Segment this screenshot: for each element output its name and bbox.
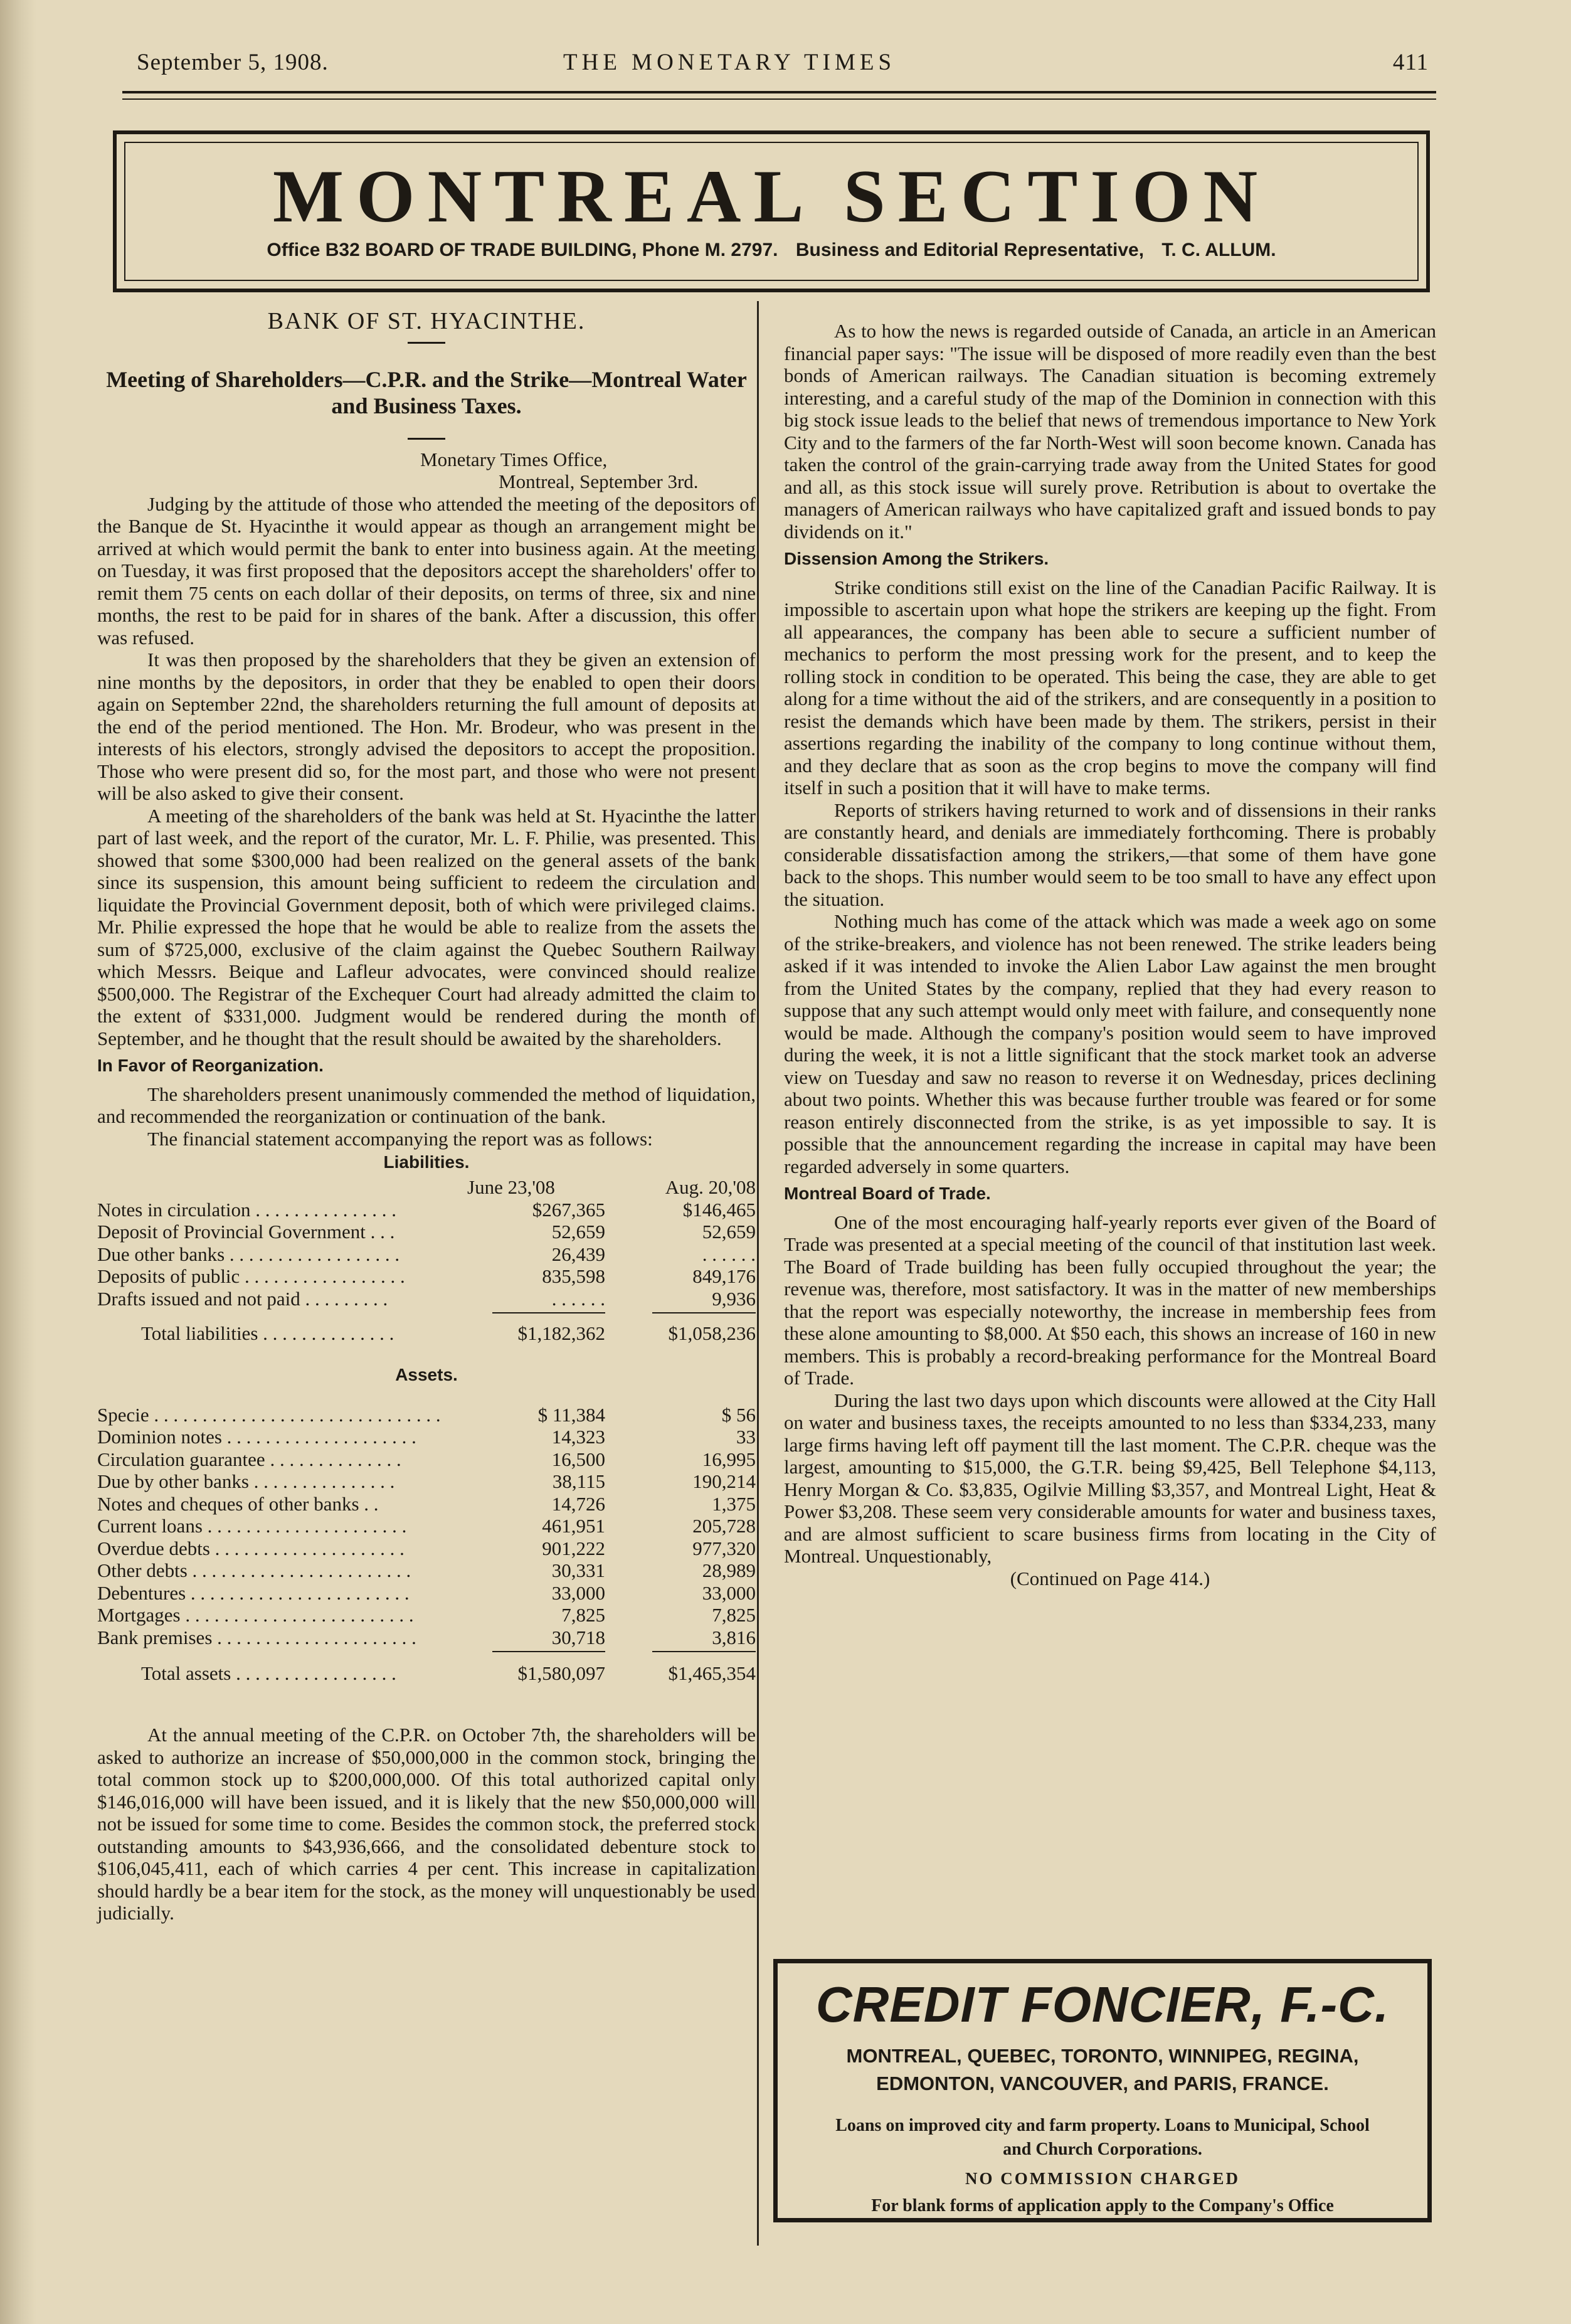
header-rule-top xyxy=(122,91,1436,93)
row-label: Current loans . . . . . . . . . . . . . . . . . . . . . xyxy=(97,1515,407,1537)
short-rule xyxy=(408,342,445,344)
paragraph: It was then proposed by the shareholders that they be given an extension of nine months by the depositors, in order that they be enabled to open their doors again on September 22nd, the shareholders returning the full amount of deposits at the end of the period mentioned. The Hon. Mr. Brodeur, who was present in the interests of his electors, strongly advised the depositors to accept the proposition. Those who were present did so, for the most part, and those who were not present will be also asked to give their consent. xyxy=(97,649,756,804)
paragraph: As to how the news is regarded outside of Canada, an article in an American financial paper says: "The issue will be disposed of more readily even than the best bonds of American railways. The Canadian situation is becoming extremely interesting, and a careful study of the map of the Dominion in connection with this big stock issue leads to the belief that news of tremendous importance to New York City and to the farmers of the far North-West will soon become known. Canada has taken the control of the grain-carrying trade away from the United States for good and all, as this stock issue will surely prove. Retribution is about to overtake the managers of American railways who have capitalized graft and issued bonds to pay dividends on it." xyxy=(784,320,1436,543)
statement-row xyxy=(97,1604,756,1626)
statement-row xyxy=(97,1288,756,1310)
statement-row xyxy=(97,1243,756,1266)
row-value-august: $ 56 xyxy=(721,1403,756,1426)
column-divider xyxy=(757,301,759,2246)
row-value-june: 901,222 xyxy=(542,1537,605,1559)
row-label: Deposits of public . . . . . . . . . . . . . . . . . xyxy=(97,1265,405,1287)
running-head xyxy=(137,49,1429,87)
statement-row xyxy=(97,1493,756,1515)
row-value-august: 16,995 xyxy=(702,1448,756,1470)
row-label: Notes in circulation . . . . . . . . . . . . . . . xyxy=(97,1198,396,1221)
statement-row xyxy=(97,1626,756,1649)
page-number: 411 xyxy=(1392,50,1429,75)
paragraph: One of the most encouraging half-yearly reports ever given of the Board of Trade was presented at a special meeting of the council of that institution last week. The Board of Trade building has been fully occupied throughout the year; the revenue was, therefore, most satisfactory. It was in the matter of new memberships that the report was especially noteworthy, the increase in membership fees from these alone amounting to $8,000. At $50 each, this shows an increase of 160 in new members. This is probably a record-breaking performance for the Montreal Board of Trade. xyxy=(784,1211,1436,1389)
ad-title: CREDIT FONCIER, F.-C. xyxy=(815,1976,1390,2032)
statement-row xyxy=(97,1265,756,1288)
sidehead-board-of-trade: Montreal Board of Trade. xyxy=(784,1184,991,1203)
ad-cities-line: MONTREAL, QUEBEC, TORONTO, WINNIPEG, REGINA, xyxy=(846,2045,1359,2067)
statement-row xyxy=(97,1582,756,1605)
statement-row xyxy=(97,1221,756,1243)
liabilities-heading: Liabilities. xyxy=(383,1152,470,1172)
row-value-june: 26,439 xyxy=(551,1243,605,1265)
row-label: Notes and cheques of other banks . . xyxy=(97,1492,379,1515)
paragraph: Judging by the attitude of those who attended the meeting of the depositors of the Banque de St. Hyacinthe it would appear as though an arrangement might be arrived at which would permit the bank to enter into business again. At the meeting on Tuesday, it was first proposed that the depositors accept the shareholders' offer to remit them 75 cents on each dollar of their deposits, on terms of three, six and nine months, the rest to be paid for in shares of the bank. After a discussion, this offer was refused. xyxy=(97,492,756,649)
assets-heading: Assets. xyxy=(395,1365,458,1384)
right-column xyxy=(784,320,1436,1589)
total-liabilities-row xyxy=(97,1316,756,1352)
paragraph: The shareholders present unanimously commended the method of liquidation, and recommended the reorganization or continuation of the bank. xyxy=(97,1083,756,1127)
row-value-august: 33,000 xyxy=(702,1581,756,1604)
left-column xyxy=(97,310,756,1924)
row-value-august: 7,825 xyxy=(712,1604,756,1626)
paragraph: Nothing much has come of the attack which was made a week ago on some of the strike-breakers, and violence has not been renewed. The strike leaders being asked if it was intended to invoke the Alien Labor Law against the men brought from the United States by the company, replied that they had every reason to suppose that any such attempt would only meet with failure, and consequently none would be made. Although the company's position would seem to have improved during the week, it is not a little significant that the stock market took an adverse view on Tuesday and saw no reason to reverse it on Wednesday, prices declining about two points. Whether this was because further trouble was feared or for some reason entirely disconnected from the strike, is as yet impossible to say. It is possible that the announcement regarding the increase in capital may have been regarded adversely in some quarters. xyxy=(784,910,1436,1177)
ad-blank-forms: For blank forms of application apply to the Company's Office xyxy=(871,2196,1334,2215)
representative-name: T. C. ALLUM. xyxy=(1161,240,1276,260)
row-value-june: 461,951 xyxy=(542,1515,605,1537)
short-rule xyxy=(408,438,445,440)
row-value-june: $267,365 xyxy=(532,1198,605,1221)
row-label: Specie . . . . . . . . . . . . . . . . . . . . . . . . . . . . . . xyxy=(97,1403,441,1426)
representative-label: Business and Editorial Representative, xyxy=(795,240,1145,260)
column-head-june: June 23,'08 xyxy=(467,1175,555,1198)
continued-note: (Continued on Page 414.) xyxy=(1010,1567,1210,1589)
row-value-august: 849,176 xyxy=(692,1265,756,1287)
total-rule xyxy=(97,1648,756,1655)
sidehead-reorganization: In Favor of Reorganization. xyxy=(97,1056,324,1075)
column-head-august: Aug. 20,'08 xyxy=(665,1175,756,1198)
page-gutter xyxy=(0,0,36,2324)
row-label: Overdue debts . . . . . . . . . . . . . . . . . . . . xyxy=(97,1537,405,1559)
row-value-august: 205,728 xyxy=(692,1515,756,1537)
row-value-june: $ 11,384 xyxy=(537,1403,605,1426)
row-label: Debentures . . . . . . . . . . . . . . . . . . . . . . . xyxy=(97,1581,410,1604)
financial-statement xyxy=(97,1151,756,1694)
paragraph: During the last two days upon which discounts were allowed at the City Hall on water and business taxes, the receipts amounted to no less than $334,233, many large firms having left off payment till the last moment. The C.P.R. cheque was the largest, amounting to $15,000, the G.T.R. being $9,425, Bell Telephone $4,113, Henry Morgan & Co. $3,835, Ogilvie Milling $3,357, and Montreal Light, Heat & Power $3,208. These seem very considerable amounts for water and business taxes, and are almost sufficient to scare business firms from locating in the City of Montreal. Unquestionably, xyxy=(784,1389,1436,1567)
row-value-june: 835,598 xyxy=(542,1265,605,1287)
row-value-june: $1,182,362 xyxy=(517,1322,605,1344)
row-value-june: . . . . . . xyxy=(551,1287,605,1310)
row-value-august: 1,375 xyxy=(712,1492,756,1515)
row-label: Due by other banks . . . . . . . . . . . . . . . xyxy=(97,1470,395,1492)
credit-foncier-advertisement xyxy=(773,1959,1432,2222)
row-label: Due other banks . . . . . . . . . . . . . . . . . . xyxy=(97,1243,400,1265)
row-value-june: 14,726 xyxy=(551,1492,605,1515)
row-label: Drafts issued and not paid . . . . . . . . . xyxy=(97,1287,388,1310)
paragraph: Reports of strikers having returned to work and of dissensions in their ranks are constantly heard, and denials are immediately forthcoming. There is probably considerable dissatisfaction among the strikers,—that some of them have gone back to the shops. This number would seem to be too small to have any effect upon the situation. xyxy=(784,799,1436,910)
row-label: Other debts . . . . . . . . . . . . . . . . . . . . . . . xyxy=(97,1559,411,1581)
dateline-date: Montreal, September 3rd. xyxy=(499,470,699,492)
statement-row xyxy=(97,1199,756,1221)
statement-row xyxy=(97,1426,756,1448)
paragraph: A meeting of the shareholders of the bank was held at St. Hyacinthe the latter part of last week, and the report of the curator, Mr. L. F. Philie, was presented. This showed that some $300,000 had been realized on the general assets of the bank since its suspension, this amount being sufficient to redeem the circulation and liquidate the Provincial Government deposit, both of which were privileged claims. Mr. Philie expressed the hope that he would be able to realize from the assets the sum of $725,000, exclusive of the claim against the Quebec Southern Railway which Messrs. Beique and Lafleur advocates, were convinced should realize $500,000. The Registrar of the Exchequer Court had already admitted the claim to the extent of $331,000. Judgment would be rendered during the month of September, and he thought that the result should be awaited by the shareholders. xyxy=(97,804,756,1049)
ad-loans xyxy=(778,2114,1427,2162)
ad-cities xyxy=(778,2042,1427,2098)
row-value-june: 30,331 xyxy=(551,1559,605,1581)
row-label: Circulation guarantee . . . . . . . . . . . . . . xyxy=(97,1448,401,1470)
paragraph-cpr: At the annual meeting of the C.P.R. on October 7th, the shareholders will be asked to authorize an increase of $50,000,000 in the common stock, bringing the total common stock up to $200,000,000. Of this total authorized capital only $146,016,000 will have been issued, and it is likely that the new $50,000,000 will not be issued for some time to come. Besides the common stock, the preferred stock outstanding amounts to $43,936,666, and the consolidated debenture stock to $106,045,411, each of which carries 4 per cent. This increase in capitalization should hardly be a bear item for the stock, as the money will unquestionably be used judicially. xyxy=(97,1724,756,1924)
dateline-office: Monetary Times Office, xyxy=(420,448,608,470)
row-value-june: 14,323 xyxy=(551,1426,605,1448)
article-subheading: Meeting of Shareholders—C.P.R. and the Strike—Montreal Water and Business Taxes. xyxy=(106,366,747,418)
row-value-august: 977,320 xyxy=(692,1537,756,1559)
statement-row xyxy=(97,1448,756,1471)
row-value-june: 33,000 xyxy=(551,1581,605,1604)
assets-rows xyxy=(97,1404,756,1649)
office-address: Office B32 BOARD OF TRADE BUILDING, Phone M. 2797. xyxy=(267,240,778,260)
ad-loans-line: and Church Corporations. xyxy=(1003,2140,1202,2159)
row-value-august: 33 xyxy=(736,1426,756,1448)
journal-title: THE MONETARY TIMES xyxy=(563,50,896,75)
banner-title: MONTREAL SECTION xyxy=(272,154,1271,238)
row-label: Mortgages . . . . . . . . . . . . . . . . . . . . . . . . xyxy=(97,1604,414,1626)
row-label: Total liabilities . . . . . . . . . . . . . . xyxy=(141,1322,394,1344)
statement-row xyxy=(97,1537,756,1560)
total-rule xyxy=(97,1310,756,1316)
row-value-june: 52,659 xyxy=(551,1221,605,1243)
sidehead-strikers: Dissension Among the Strikers. xyxy=(784,549,1049,568)
row-value-august: $146,465 xyxy=(682,1198,756,1221)
paragraph: The financial statement accompanying the report was as follows: xyxy=(147,1127,653,1150)
row-value-august: . . . . . . xyxy=(702,1243,756,1265)
row-value-august: $1,465,354 xyxy=(668,1662,756,1684)
ad-cities-line: EDMONTON, VANCOUVER, and PARIS, FRANCE. xyxy=(876,2072,1329,2094)
row-value-june: 16,500 xyxy=(551,1448,605,1470)
row-value-august: $1,058,236 xyxy=(668,1322,756,1344)
banner-office-line xyxy=(128,240,1415,261)
row-value-august: 28,989 xyxy=(702,1559,756,1581)
row-value-june: 7,825 xyxy=(561,1604,605,1626)
row-value-june: 38,115 xyxy=(552,1470,605,1492)
row-value-june: $1,580,097 xyxy=(517,1662,605,1684)
ad-no-commission: NO COMMISSION CHARGED xyxy=(965,2169,1240,2188)
row-value-august: 52,659 xyxy=(702,1221,756,1243)
statement-row xyxy=(97,1470,756,1493)
article-heading: BANK OF ST. HYACINTHE. xyxy=(267,308,586,334)
total-assets-row xyxy=(97,1655,756,1694)
header-rule-bottom xyxy=(122,98,1436,100)
row-label: Deposit of Provincial Government . . . xyxy=(97,1221,395,1243)
row-label: Bank premises . . . . . . . . . . . . . . . . . . . . . xyxy=(97,1626,416,1648)
row-value-august: 9,936 xyxy=(712,1287,756,1310)
row-label: Dominion notes . . . . . . . . . . . . . . . . . . . . xyxy=(97,1426,416,1448)
row-value-june: 30,718 xyxy=(551,1626,605,1648)
statement-column-heads xyxy=(97,1176,756,1199)
issue-date: September 5, 1908. xyxy=(137,50,329,75)
statement-row xyxy=(97,1404,756,1426)
row-value-august: 190,214 xyxy=(692,1470,756,1492)
liabilities-rows xyxy=(97,1199,756,1310)
statement-row xyxy=(97,1559,756,1582)
statement-row xyxy=(97,1515,756,1537)
row-value-august: 3,816 xyxy=(712,1626,756,1648)
row-label: Total assets . . . . . . . . . . . . . . . . . xyxy=(141,1662,396,1684)
section-banner xyxy=(113,130,1430,292)
paragraph: Strike conditions still exist on the line of the Canadian Pacific Railway. It is impossible to ascertain upon what hope the strikers are keeping up the fight. From all appearances, the company has been able to secure a sufficient number of mechanics to perform the most pressing work for the present, and to keep the rolling stock in condition to be operated. This being the case, they are able to get along for a time without the aid of the strikers, and are consequently in a position to resist the demands which have been made by them. The strikers, persist in their assertions regarding the inability of the company to long continue without them, and they declare that as soon as the crop begins to move the company will find itself in such a position that it will have to make terms. xyxy=(784,576,1436,799)
ad-loans-line: Loans on improved city and farm property. Loans to Municipal, School xyxy=(835,2116,1370,2135)
